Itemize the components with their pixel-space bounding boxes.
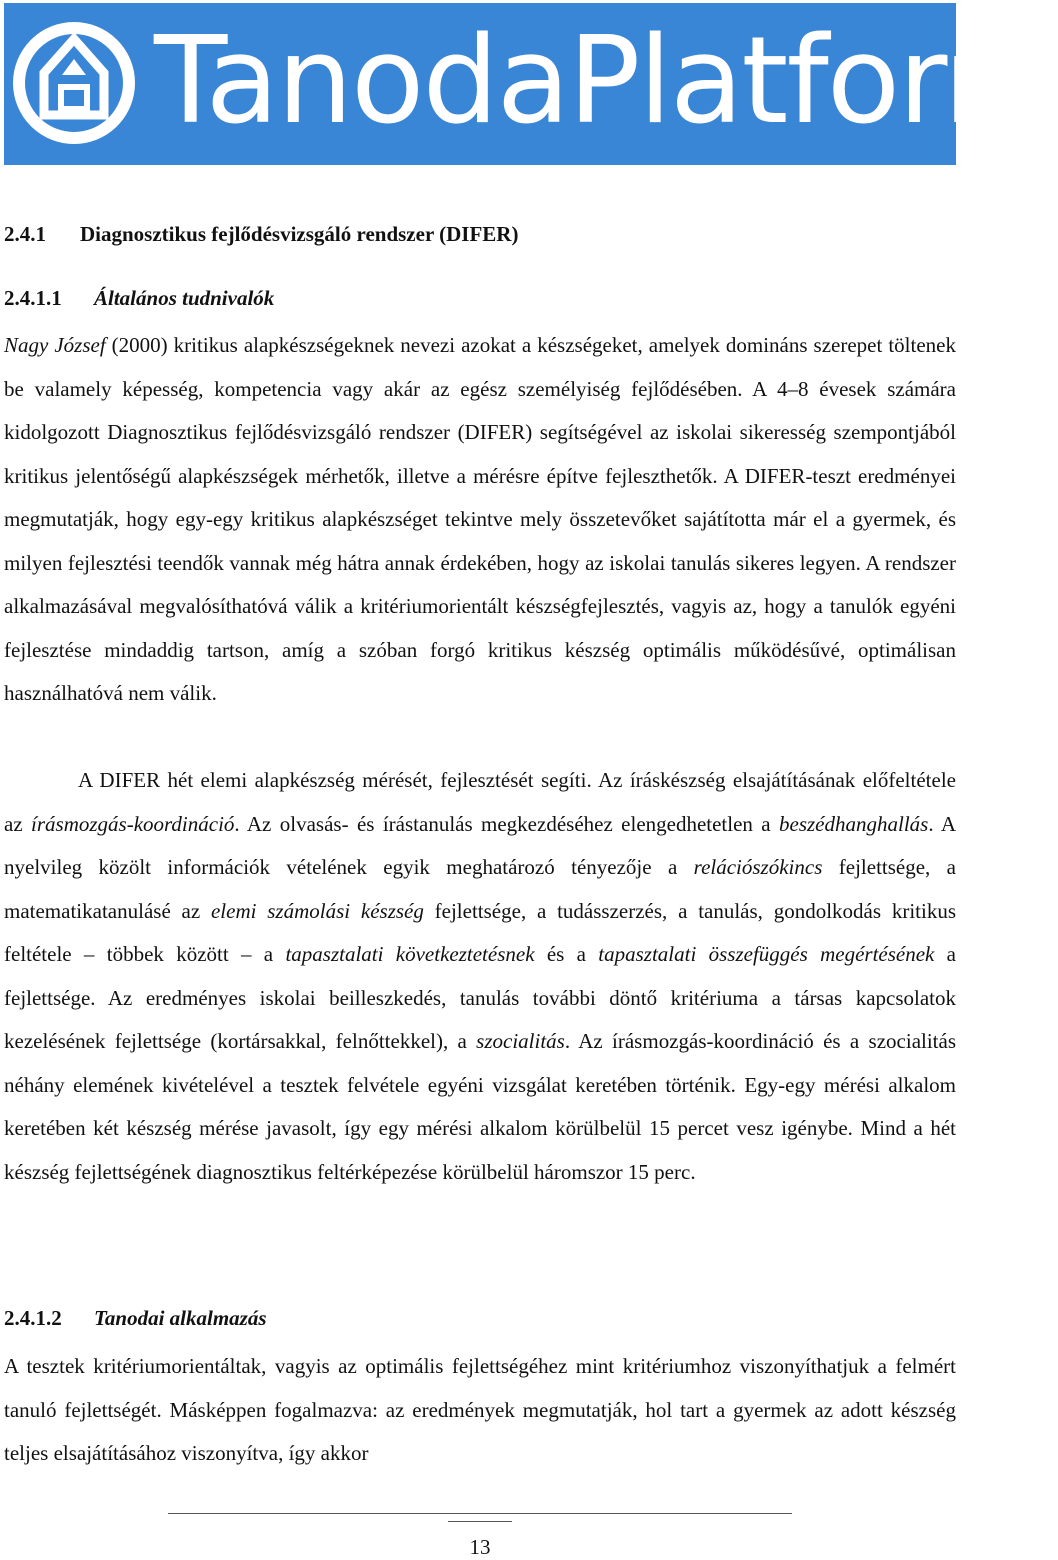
page-number: 13 xyxy=(469,1535,491,1559)
section-number: 2.4.1.1 xyxy=(4,286,62,310)
term: elemi számolási készség xyxy=(210,898,424,923)
text-run: fejlettsége, a matematikatanulásé az xyxy=(4,855,957,923)
section-title: Általános tudnivalók xyxy=(94,286,275,310)
text-run: . Az olvasás- és írástanulás megkezdéséhez elengedhetetlen a xyxy=(234,811,780,836)
footer-divider-short xyxy=(448,1521,512,1522)
paragraph-tanoda-usage: A tesztek kritériumorientáltak, vagyis az optimális fejlettségéhez mint kritériumhoz viszonyíthatjuk a felmért tanuló fejlettségét. Másképpen fogalmazva: az eredmények megmutatják, hol tart a gyermek az adott készség teljes elsajátításához viszonyítva, így akkor xyxy=(4,1354,956,1465)
text-run: fejlettsége, a tudásszerzés, a tanulás, gondolkodás kritikus feltétele – többek között – a xyxy=(4,898,956,966)
author-name: Nagy József xyxy=(4,333,106,357)
section-heading-2-4-1-1 xyxy=(4,286,274,311)
term: tapasztalati következtetésnek xyxy=(285,942,535,966)
section-number: 2.4.1 xyxy=(4,222,46,246)
term: beszédhanghallás xyxy=(779,811,929,836)
paragraph-difer-skills xyxy=(4,759,956,1194)
section-title: Tanodai alkalmazás xyxy=(94,1306,267,1330)
text-run: a fejlettsége. Az eredményes iskolai beilleszkedés, tanulás további döntő kritériuma a társas kapcsolatok kezelésének fejlettsége (kortársakkal, felnőttekkel), a xyxy=(4,942,956,1053)
section-heading-2-4-1-2 xyxy=(4,1306,267,1331)
text-run: . Az írásmozgás-koordináció és a szocialitás néhány elemének kivételével a tesztek felvétele egyéni vizsgálat keretében történik. Egy-egy mérési alkalom keretében két készség mérése javasolt, így egy mérési alkalom körülbelül 15 percet vesz igénybe. Mind a hét készség fejlettségének diagnosztikus feltérképezése körülbelül háromszor 15 perc. xyxy=(4,1029,957,1184)
term: relációszókincs xyxy=(693,855,823,879)
header-banner xyxy=(4,3,1058,165)
paragraph-general-info xyxy=(4,324,956,716)
section-heading-2-4-1 xyxy=(4,222,518,247)
text-run: (2000) kritikus alapkészségeknek nevezi azokat a készségeket, amelyek domináns szerepet töltenek be valamely képesség, kompetencia vagy akár az egész személyiség fejlődésében. A 4–8 évesek számára kidolgozott Diagnosztikus fejlődésvizsgáló rendszer (DIFER) segítségével az iskolai sikeresség szempontjából kritikus jelentőségű alapkészségek mérhetők, illetve a mérésre építve fejleszthetők. A DIFER-teszt eredményei megmutatják, hogy egy-egy kritikus alapkészséget tekintve mely összetevőket sajátította már el a gyermek, és milyen fejlesztési teendők vannak még hátra annak érdekében, hogy az iskolai tanulás sikeres legyen. A rendszer alkalmazásával megvalósíthatóvá válik a kritériumorientált készségfejlesztés, vagyis az, hogy a tanulók egyéni fejlesztése mindaddig tartson, amíg a szóban forgó kritikus készség optimális működésűvé, optimálisan használhatóvá nem válik. xyxy=(4,333,956,705)
text-run: és a xyxy=(534,942,599,966)
term: szocialitás xyxy=(476,1029,565,1053)
section-number: 2.4.1.2 xyxy=(4,1306,62,1330)
footer-divider xyxy=(168,1513,792,1514)
term: tapasztalati összefüggés megértésének xyxy=(598,942,935,966)
section-title: Diagnosztikus fejlődésvizsgáló rendszer (DIFER) xyxy=(80,222,519,246)
logo-wordmark: TanodaPlatform xyxy=(154,12,1058,151)
term: írásmozgás-koordináció xyxy=(31,811,235,836)
tanoda-house-logo-icon xyxy=(4,3,154,165)
text-run: . A nyelvileg közölt információk vételének egyik meghatározó tényezője a xyxy=(4,811,956,879)
text-run: A DIFER hét elemi alapkészség mérését, fejlesztését segíti. Az íráskészség elsajátításának előfeltétele az xyxy=(4,768,956,836)
